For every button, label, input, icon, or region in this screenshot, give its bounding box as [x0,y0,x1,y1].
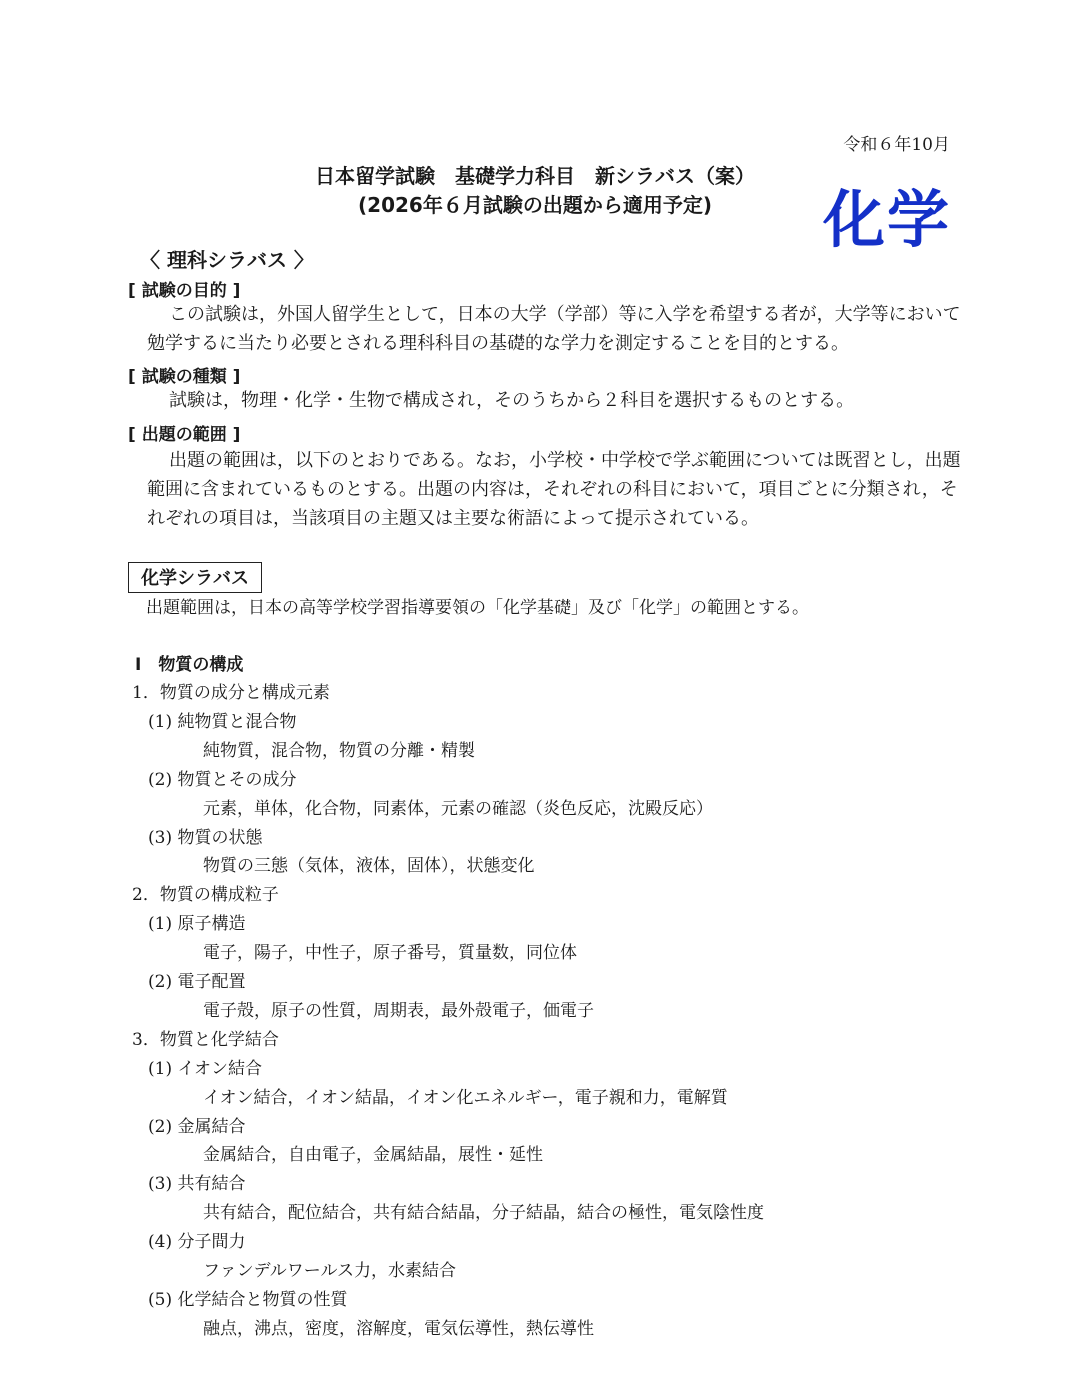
document-title: 日本留学試験 基礎学力科目 新シラバス（案） [315,164,755,188]
syllabus-terms: 電子，陽子，中性子，原子番号，質量数，同位体 [203,943,577,964]
syllabus-subtopic: (3) 物質の状態 [148,827,263,848]
syllabus-subtopic: (5) 化学結合と物質の性質 [148,1289,348,1310]
purpose-text: この試験は，外国人留学生として，日本の大学（学部）等に入学を希望する者が，大学等において勉学するに当たり必要とされる理科科目の基礎的な学力を測定することを目的とする。 [147,304,961,354]
section-title: Ⅰ 物質の構成 [135,655,244,675]
syllabus-subtopic: (1) イオン結合 [148,1058,262,1079]
range-text: 出題の範囲は，以下のとおりである。なお，小学校・中学校で学ぶ範囲については既習とし，出題範囲に含まれているものとする。出題の内容は，それぞれの科目において，項目ごとに分類され，それぞれの項目は，当該項目の主題又は主要な術語によって提示されている。 [147,450,961,529]
syllabus-topic: 3．物質と化学結合 [132,1029,279,1050]
syllabus-terms: 金属結合，自由電子，金属結晶，展性・延性 [203,1145,543,1166]
syllabus-subtopic: (1) 原子構造 [148,914,246,935]
syllabus-terms: 共有結合，配位結合，共有結合結晶，分子結晶，結合の極性，電気陰性度 [203,1203,764,1224]
document-date: 令和６年10月 [843,135,950,155]
syllabus-subtopic: (1) 純物質と混合物 [148,711,297,732]
syllabus-terms: 元素，単体，化合物，同素体，元素の確認（炎色反応，沈殿反応） [203,798,713,819]
range-heading: [ 出題の範囲 ] [128,425,241,445]
purpose-heading: [ 試験の目的 ] [128,281,241,301]
syllabus-subtopic: (2) 物質とその成分 [148,769,297,790]
syllabus-topic: 1．物質の成分と構成元素 [132,683,330,703]
types-text: 試験は，物理・化学・生物で構成され，そのうちから２科目を選択するものとする。 [169,390,855,411]
syllabus-terms: 物質の三態（気体，液体，固体），状態変化 [203,856,535,877]
chem-syllabus-label: 化学シラバス [128,562,262,593]
subject-label: 化学 [823,183,952,256]
syllabus-terms: 純物質，混合物，物質の分離・精製 [203,740,475,761]
category-heading: 〈 理科シラバス 〉 [140,248,314,272]
syllabus-subtopic: (4) 分子間力 [148,1232,246,1253]
syllabus-topic: 2．物質の構成粒子 [132,885,279,906]
syllabus-terms: イオン結合，イオン結晶，イオン化エネルギー，電子親和力，電解質 [203,1087,728,1108]
syllabus-subtopic: (3) 共有結合 [148,1174,246,1195]
syllabus-terms: 電子殻，原子の性質，周期表，最外殻電子，価電子 [203,1000,594,1021]
chem-scope-text: 出題範囲は，日本の高等学校学習指導要領の「化学基礎」及び「化学」の範囲とする。 [146,598,809,618]
types-heading: [ 試験の種類 ] [128,367,241,387]
syllabus-terms: 融点，沸点，密度，溶解度，電気伝導性，熱伝導性 [203,1318,594,1339]
syllabus-subtopic: (2) 電子配置 [148,972,246,992]
syllabus-subtopic: (2) 金属結合 [148,1116,246,1137]
document-subtitle: (2026年６月試験の出題から適用予定) [358,193,712,217]
syllabus-terms: ファンデルワールス力，水素結合 [203,1261,456,1281]
